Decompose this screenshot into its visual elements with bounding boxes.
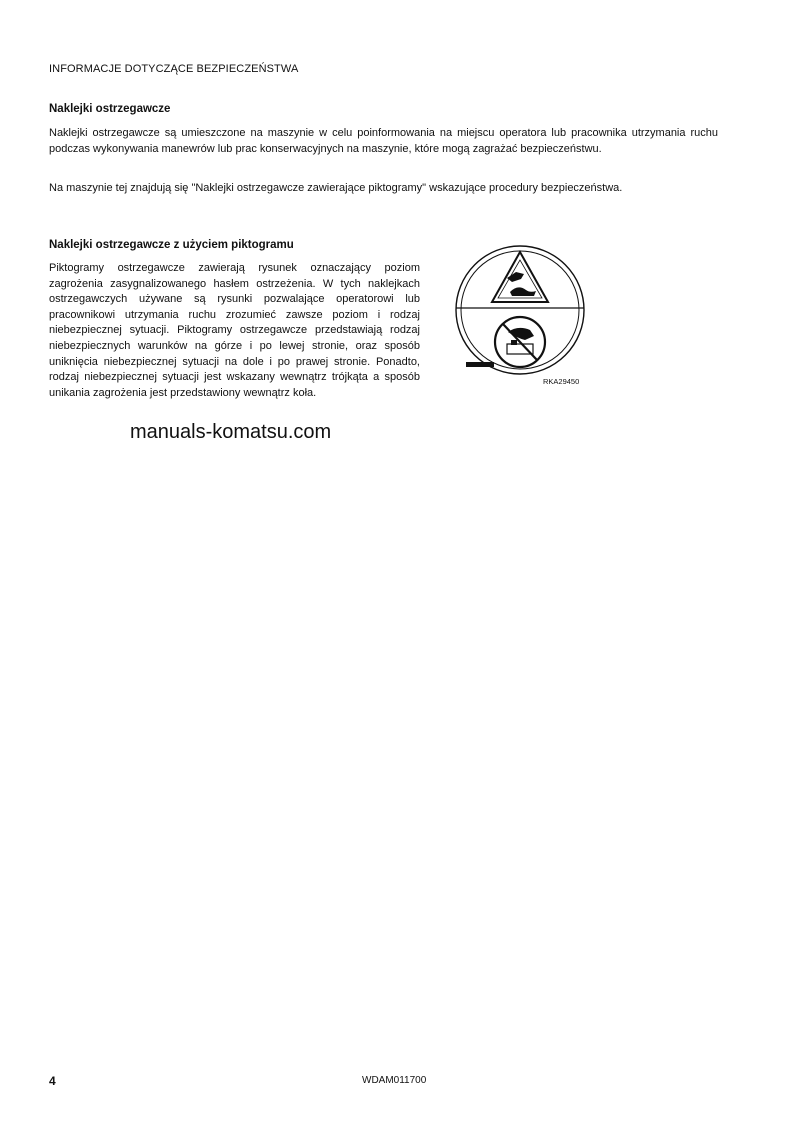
section-heading-warning-decals: Naklejki ostrzegawcze: [49, 103, 171, 115]
paragraph-pictogram-description: Piktogramy ostrzegawcze zawierają rysunek oznaczający poziom zagrożenia zasygnalizowanego hasłem ostrzeżenia. W tych naklejkach ostrzegawczych używane są rysunki pozwalające operatorowi lub pracownikowi utrzymania ruchu zrozumieć zawsze poziom i rodzaj niebezpiecznej sytuacji. Piktogramy ostrzegawcze przedstawiają rodzaj niebezpiecznych warunków na górze i po lewej stronie, oraz sposób uniknięcia niebezpiecznej sytuacji na dole i po prawej stronie. Ponadto, rodzaj niebezpiecznej sytuacji jest wskazany wewnątrz trójkąta a sposób unikania zagrożenia jest przedstawiony wewnątrz koła.: [49, 262, 420, 399]
page-header: INFORMACJE DOTYCZĄCE BEZPIECZEŃSTWA: [49, 63, 299, 75]
warning-pictogram-decal-icon: [452, 244, 588, 384]
figure-label: RKA29450: [543, 377, 580, 386]
paragraph-decals-pictograms: Na maszynie tej znajdują się "Naklejki ostrzegawcze zawierające piktogramy" wskazujące procedury bezpieczeństwa.: [49, 182, 623, 194]
avoidance-circle-icon: [495, 317, 545, 367]
watermark-text: manuals-komatsu.com: [130, 421, 332, 443]
hazard-triangle-icon: [492, 252, 548, 302]
page-number: 4: [49, 1074, 56, 1088]
pictogram-decal-svg: [452, 244, 588, 384]
paragraph-decals-intro: Naklejki ostrzegawcze są umieszczone na maszynie w celu poinformowania na miejscu operatora lub pracownika utrzymania ruchu podczas wykonywania manewrów lub prac konserwacyjnych na maszynie, które mogą zagrażać bezpieczeństwu.: [49, 127, 718, 155]
document-code: WDAM011700: [362, 1075, 427, 1086]
section-heading-pictogram-decals: Naklejki ostrzegawcze z użyciem piktogramu: [49, 239, 294, 251]
